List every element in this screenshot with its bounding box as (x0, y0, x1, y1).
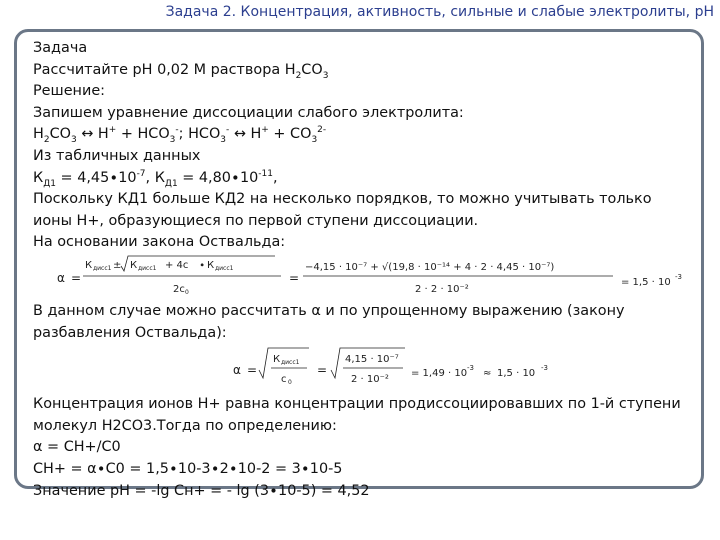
concentration-paragraph: Концентрация ионов Н+ равна концентрации продиссоциировавших по 1-й ступени молекул Н2СО3.Тогда по определению: (33, 396, 681, 434)
svg-text:-3: -3 (541, 364, 548, 373)
content-panel (14, 29, 704, 499)
svg-text:К: К (207, 259, 215, 271)
simplified-formula-svg (33, 344, 693, 394)
constants-line: $К_{Д1} = 4,45\cdot 10^{-7}$, $К_{Д1} = 4,80\cdot 10^{-11}$, (33, 168, 278, 189)
svg-text:дисс1: дисс1 (281, 359, 300, 367)
svg-text:∙: ∙ (199, 259, 206, 271)
svg-text:≈: ≈ (483, 368, 492, 380)
svg-text:К: К (130, 259, 138, 271)
svg-text:+ 4с: + 4с (165, 259, 189, 271)
svg-text:=: = (247, 363, 258, 378)
svg-text:=: = (289, 270, 300, 285)
svg-text:2 · 2 · 10⁻²: 2 · 2 · 10⁻² (415, 283, 469, 295)
svg-text:0: 0 (288, 379, 292, 387)
svg-text:= 1,5 · 10: = 1,5 · 10 (621, 276, 671, 288)
svg-text:=: = (317, 363, 328, 378)
simplified-intro: В данном случае можно рассчитать α и по упрощенному выражению (закону разбавления Оствальда): (33, 302, 625, 341)
svg-text:дисс1: дисс1 (93, 264, 112, 272)
solution-heading: Решение: (33, 83, 106, 100)
svg-text:2 · 10⁻²: 2 · 10⁻² (351, 374, 389, 386)
simplified-formula (33, 344, 693, 394)
svg-text:дисс1: дисс1 (215, 264, 234, 272)
svg-text:±: ± (113, 259, 122, 271)
svg-text:К: К (85, 259, 93, 271)
svg-text:-3: -3 (467, 364, 474, 373)
svg-text:-3: -3 (675, 272, 682, 281)
dissociation-equation: $Н_2СО_3$ ↔ $Н^+ + НСО_3^-$; $НСО_3^-$ ↔ $Н^+ + СО_3^{2-}$ (33, 125, 327, 146)
concentration-calc: СН+ = α∙С0 = 1,5∙10-3∙2∙10-2 = 3∙10-5 (33, 460, 343, 477)
svg-text:К: К (273, 354, 281, 366)
alpha-definition: α = СН+/С0 (33, 439, 121, 456)
svg-text:4,15 · 10⁻⁷: 4,15 · 10⁻⁷ (345, 354, 399, 366)
ostwald-formula-svg (33, 254, 693, 301)
svg-text:с: с (281, 374, 287, 386)
task-heading: Задача (33, 40, 88, 56)
svg-text:1,5 · 10: 1,5 · 10 (497, 368, 536, 380)
svg-text:0: 0 (185, 288, 189, 296)
ph-result: Значение рН = -lg Cн+ = - lg (3∙10-5) = 4,52 (33, 482, 370, 499)
explanation-paragraph: Поскольку КД1 больше КД2 на несколько порядков, то можно учитывать только ионы Н+, образующиеся по первой ступени диссоциации. (33, 191, 652, 229)
ostwald-formula (33, 254, 693, 301)
svg-text:−4,15 · 10⁻⁷ + √(19,8 · 10⁻¹⁴: −4,15 · 10⁻⁷ + √(19,8 · 10⁻¹⁴ + 4 · 2 · 4,45 · 10⁻⁷) (305, 261, 555, 273)
svg-text:дисс1: дисс1 (138, 264, 157, 272)
content-text (33, 38, 693, 502)
svg-text:=: = (71, 270, 82, 285)
svg-text:2с: 2с (173, 283, 185, 295)
task-statement: Рассчитайте рН 0,02 М раствора $Н_2СО_3$ (33, 61, 329, 81)
svg-text:= 1,49 · 10: = 1,49 · 10 (411, 368, 468, 380)
table-data-heading: Из табличных данных (33, 147, 201, 164)
dissociation-intro: Запишем уравнение диссоциации слабого электролита: (33, 104, 464, 121)
svg-text:α: α (233, 363, 241, 378)
slide-title: Задача 2. Концентрация, активность, сильные и слабые электролиты, рН (165, 4, 714, 20)
ostwald-heading: На основании закона Оствальда: (33, 234, 286, 251)
svg-text:α: α (57, 270, 65, 285)
